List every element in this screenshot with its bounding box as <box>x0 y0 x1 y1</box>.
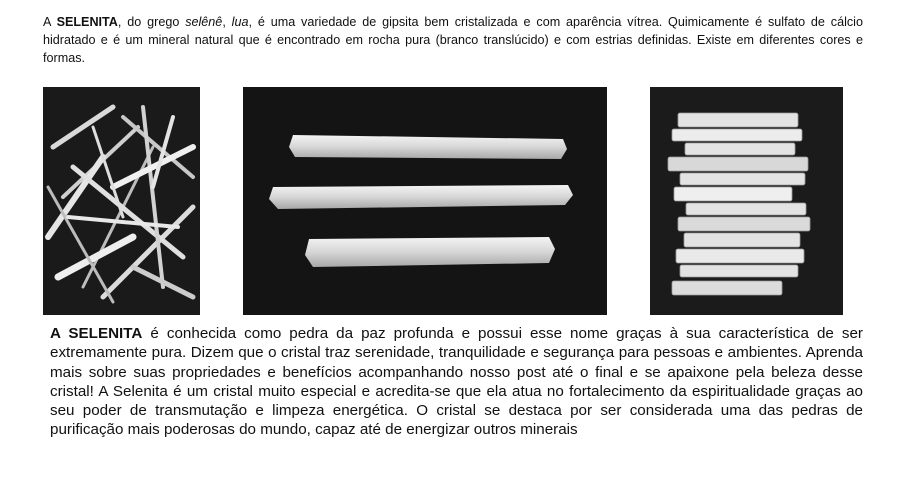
description-mineral-name: A SELENITA <box>50 325 143 342</box>
intro-greek-word: selênê <box>185 15 223 29</box>
intro-mineral-name: SELENITA <box>56 15 118 29</box>
intro-part1: , do grego <box>117 15 186 29</box>
intro-prefix: A <box>43 15 57 29</box>
intro-paragraph <box>43 13 863 67</box>
intro-lua-word: lua <box>231 15 249 29</box>
intro-rest: , é uma variedade de gipsita bem cristalizada e com aparência vítrea. Quimicamente é sulfato de cálcio hidratado e é um mineral natural que é encontrado em rocha pura (branco translúcido) e com estrias definidas. Existe em diferentes cores e formas. <box>43 15 863 65</box>
description-text: é conhecida como pedra da paz profunda e possui esse nome graças à sua característica de ser extremamente pura. Dizem que o cristal traz serenidade, tranquilidade e segurança para pessoas e ambientes. Aprenda mais sobre suas propriedades e benefícios acompanhando nosso post até o final e se apaixone pela beleza desse cristal! A Selenita é um cristal muito especial e acredita-se que ela atua no fortalecimento da espiritualidade graças ao seu poder de transmutação e limpeza energética. O cristal se destaca por ser considerada uma das pedras de purificação mais poderosas do mundo, capaz até de energizar outros minerais <box>50 325 863 439</box>
intro-part2: , <box>222 15 232 29</box>
description-paragraph <box>50 324 863 440</box>
selenite-stack-photo <box>650 87 843 315</box>
selenite-sticks-photo <box>243 87 607 315</box>
selenite-needles-photo <box>43 87 200 315</box>
